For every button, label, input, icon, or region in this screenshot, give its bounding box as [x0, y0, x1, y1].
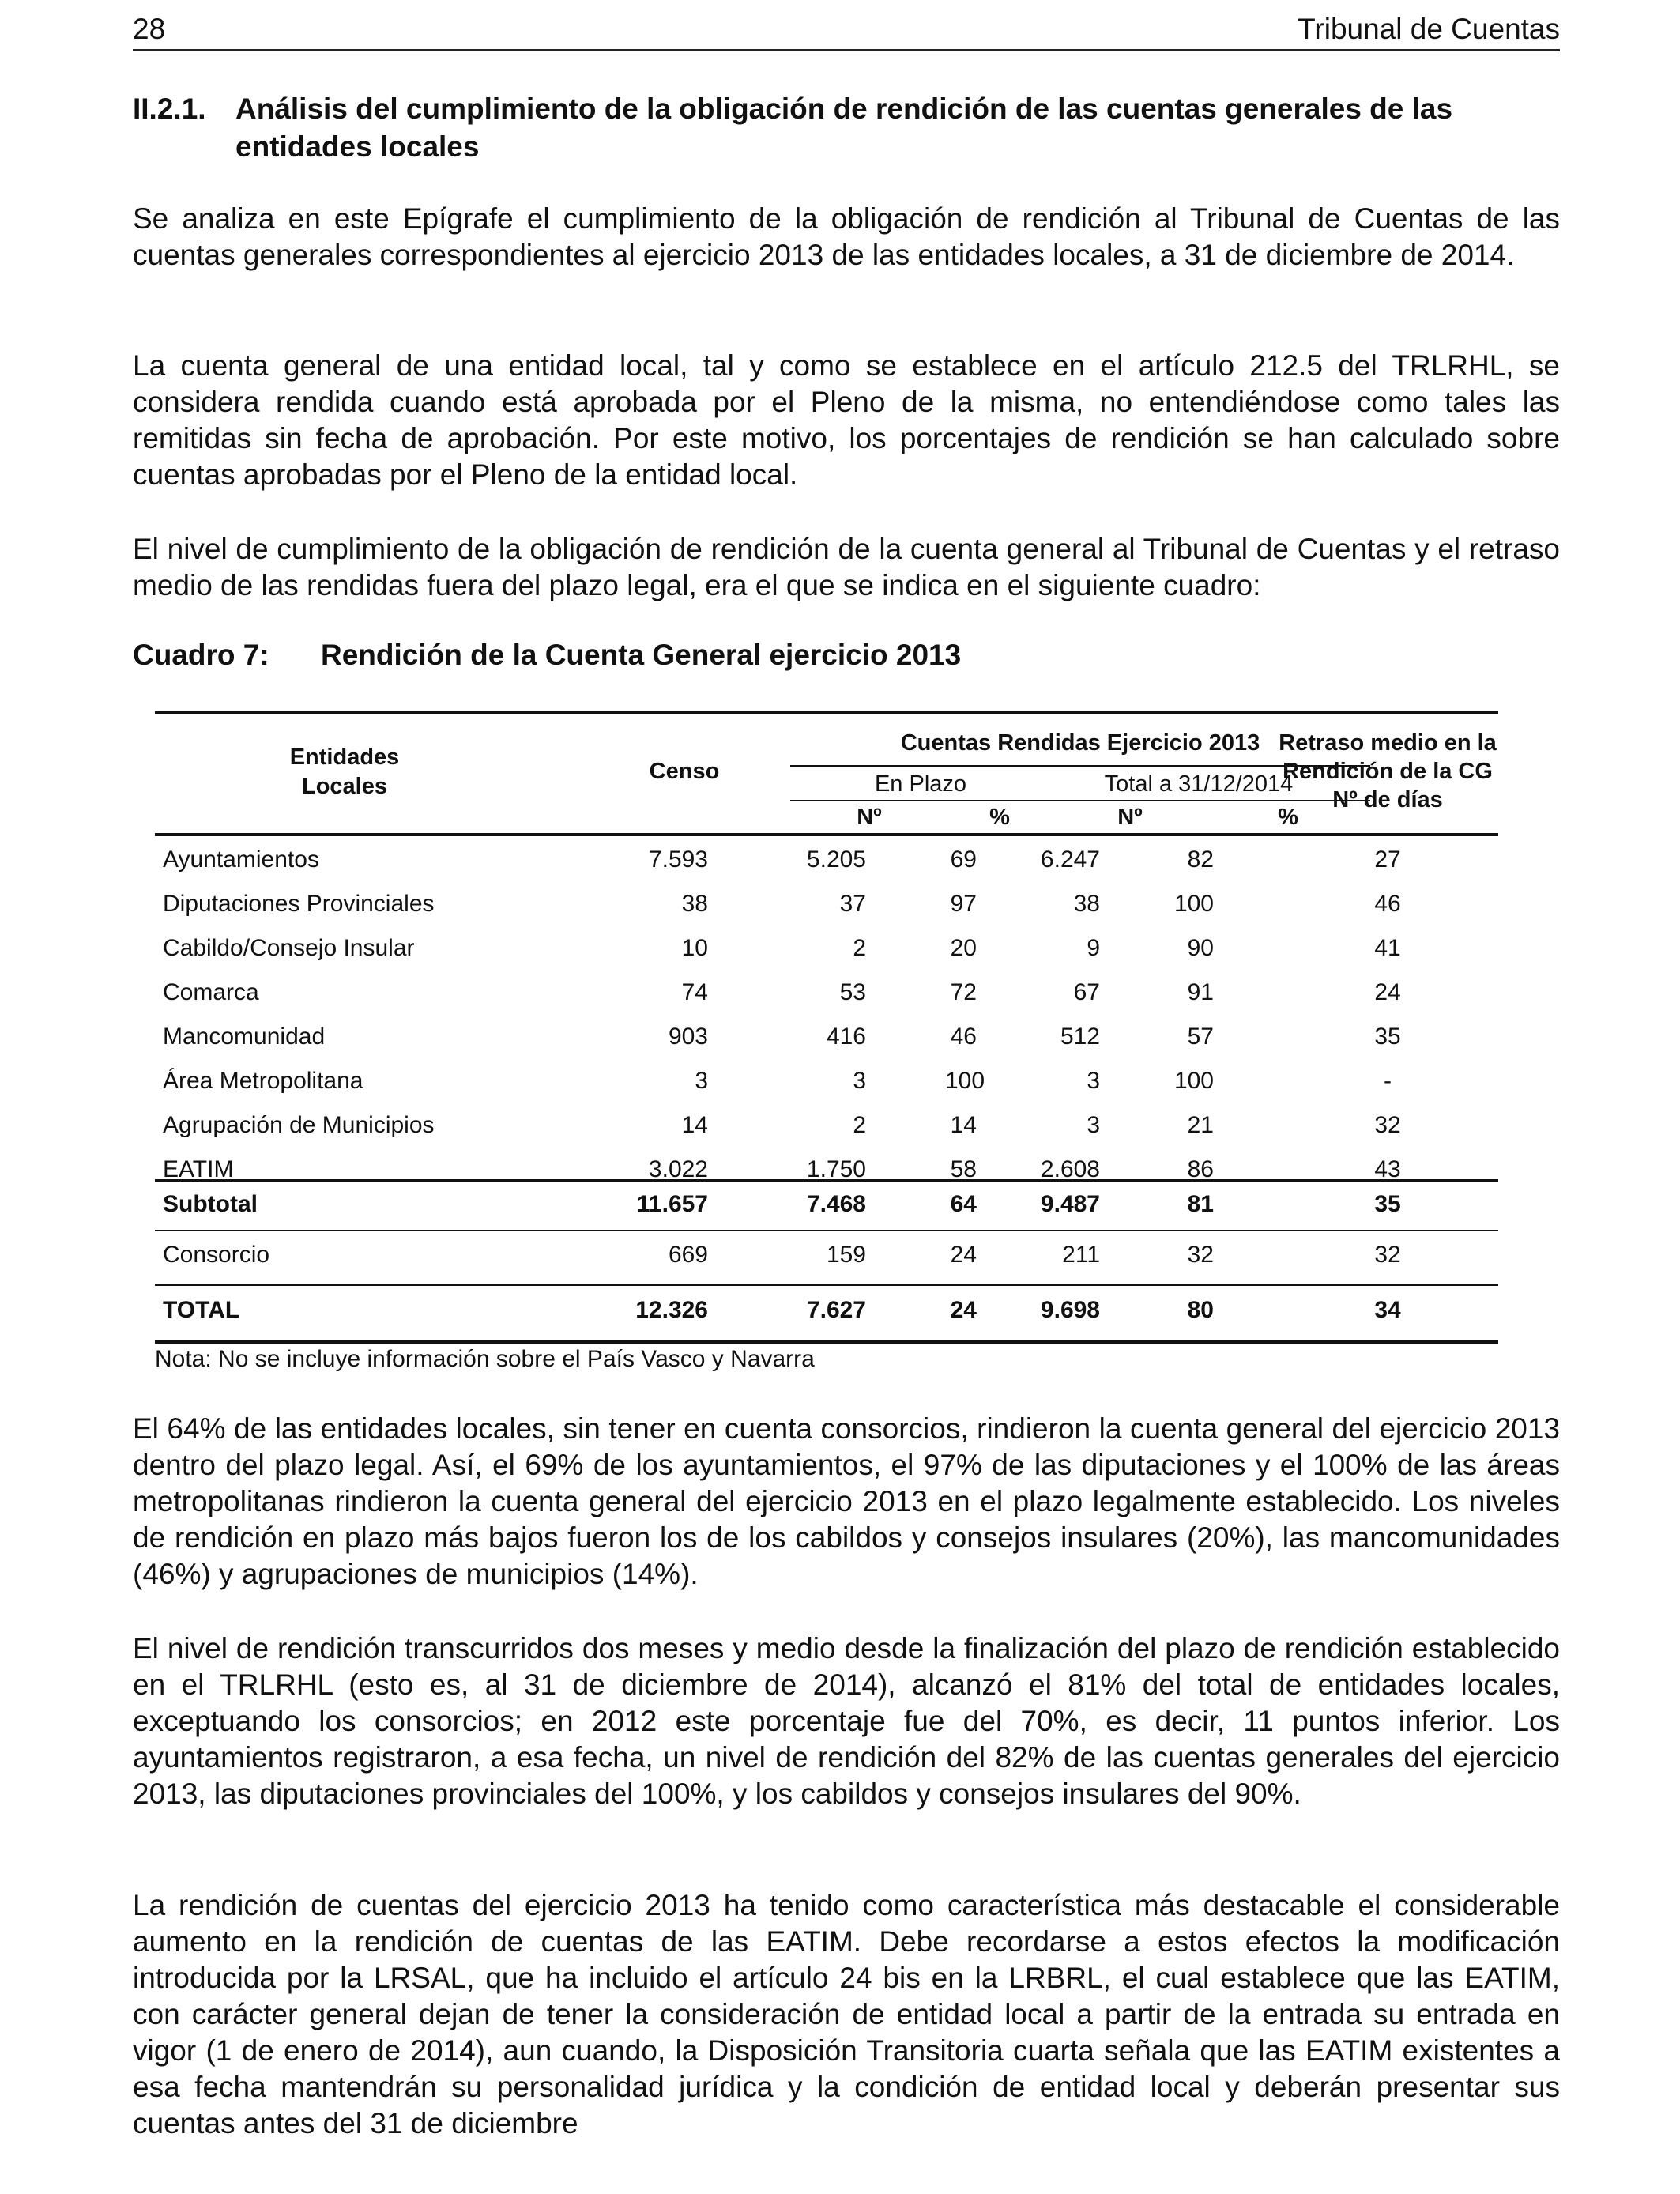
cell-name: Diputaciones Provinciales [163, 891, 435, 917]
cell-plazo-n: 7.468 [806, 1191, 866, 1217]
cell-censo: 12.326 [635, 1297, 708, 1323]
cell-plazo-n: 5.205 [806, 846, 866, 873]
header-retraso-1: Retraso medio en la [1279, 730, 1497, 756]
cell-name: Ayuntamientos [163, 846, 319, 873]
cell-total-p: 91 [1187, 979, 1214, 1005]
header-total-pct: % [1278, 805, 1298, 830]
cell-retraso: 41 [1374, 935, 1401, 961]
cell-censo: 14 [681, 1112, 708, 1138]
paragraph-4: El 64% de las entidades locales, sin tener en cuenta consorcios, rindieron la cuenta general del ejercicio 2013 dentro del plazo legal. Así, el 69% de los ayuntamientos, el 97% de las diputaciones y el 100% de las áreas metropolitanas rindieron la cuenta general del ejercicio 2013 en el plazo legalmente establecido. Los niveles de rendición en plazo más bajos fueron los de los cabildos y consejos insulares (20%), las mancomunidades (46%) y agrupaciones de municipios (14%). [133, 1412, 1560, 1590]
header-entidades-2: Locales [302, 774, 387, 799]
cell-total-p: 100 [1173, 1068, 1214, 1094]
cell-total-n: 9 [1087, 935, 1100, 961]
cell-retraso: 35 [1374, 1023, 1401, 1050]
paragraph-6: La rendición de cuentas del ejercicio 2013 ha tenido como característica más destacable el considerable aumento en la rendición de cuentas de las EATIM. Debe recordarse a estos efectos la modificación introducida por la LRSAL, que ha incluido el artículo 24 bis en la LRBRL, el cual establece que las EATIM, con carácter general dejan de tener la consideración de entidad local a partir de la entrada su entrada en vigor (1 de enero de 2014), aun cuando, la Disposición Transitoria cuarta señala que las EATIM existentes a esa fecha mantendrán su personalidad jurídica y la condición de entidad local y deberán presentar sus cuentas antes del 31 de diciembre [133, 1889, 1560, 2139]
subtotal-bottom-rule [155, 1230, 1498, 1231]
cell-censo: 669 [668, 1242, 708, 1268]
cell-plazo-p: 100 [945, 1068, 985, 1094]
cell-total-p: 82 [1187, 846, 1214, 873]
cell-plazo-n: 2 [853, 1112, 866, 1138]
cell-retraso: 35 [1374, 1191, 1401, 1217]
cell-total-n: 2.608 [1040, 1156, 1100, 1182]
cell-retraso: 27 [1374, 846, 1401, 873]
cell-name: TOTAL [163, 1297, 240, 1323]
cell-plazo-p: 24 [950, 1297, 977, 1323]
section-number: II.2.1. [133, 92, 206, 125]
header-bottom-rule [155, 833, 1498, 836]
cell-total-n: 9.487 [1040, 1191, 1100, 1217]
cell-retraso: 32 [1374, 1242, 1401, 1268]
cell-plazo-n: 3 [853, 1068, 866, 1094]
cell-name: EATIM [163, 1156, 234, 1182]
page-header [133, 9, 1560, 51]
header-total-fecha: Total a 31/12/2014 [1104, 771, 1294, 797]
cell-censo: 74 [681, 979, 708, 1005]
header-organization: Tribunal de Cuentas [1298, 13, 1560, 45]
paragraph-3: El nivel de cumplimiento de la obligación de rendición de la cuenta general al Tribunal de Cuentas y el retraso medio de las rendidas fuera del plazo legal, era el que se indica en el siguiente cuadro: [133, 533, 1560, 601]
cell-total-n: 67 [1073, 979, 1100, 1005]
cell-plazo-p: 46 [950, 1023, 977, 1050]
cell-plazo-n: 53 [839, 979, 866, 1005]
table-label: Cuadro 7: [133, 639, 269, 671]
table-top-rule [155, 711, 1498, 714]
cell-total-p: 86 [1187, 1156, 1214, 1182]
cell-plazo-n: 7.627 [806, 1297, 866, 1323]
cell-name: Área Metropolitana [163, 1068, 363, 1094]
cell-plazo-n: 37 [839, 891, 866, 917]
cell-plazo-p: 72 [950, 979, 977, 1005]
cell-total-p: 90 [1187, 935, 1214, 961]
cell-plazo-p: 97 [950, 891, 977, 917]
cell-plazo-p: 58 [950, 1156, 977, 1182]
cell-total-n: 3 [1087, 1068, 1100, 1094]
cell-total-p: 80 [1187, 1297, 1214, 1323]
header-censo: Censo [649, 759, 720, 784]
paragraph-1: Se analiza en este Epígrafe el cumplimiento de la obligación de rendición al Tribunal de Cuentas de las cuentas generales correspondientes al ejercicio 2013 de las entidades locales, a 31 de diciembre de 2014. [133, 202, 1560, 271]
cell-total-p: 81 [1187, 1191, 1214, 1217]
cell-total-n: 9.698 [1040, 1297, 1100, 1323]
cell-retraso: 46 [1374, 891, 1401, 917]
cell-retraso: 32 [1374, 1112, 1401, 1138]
cell-plazo-n: 1.750 [806, 1156, 866, 1182]
cell-retraso: 34 [1374, 1297, 1401, 1323]
cell-censo: 11.657 [636, 1191, 708, 1217]
cell-plazo-p: 20 [950, 935, 977, 961]
cell-total-n: 38 [1073, 891, 1100, 917]
paragraph-5: El nivel de rendición transcurridos dos meses y medio desde la finalización del plazo de rendición establecido en el TRLRHL (esto es, al 31 de diciembre de 2014), alcanzó el 81% del total de entidades locales, exceptuando los consorcios; en 2012 este porcentaje fue del 70%, es decir, 11 puntos inferior. Los ayuntamientos registraron, a esa fecha, un nivel de rendición del 82% de las cuentas generales del ejercicio 2013, las diputaciones provinciales del 100%, y los cabildos y consejos insulares del 90%. [133, 1632, 1560, 1810]
header-retraso-3: Nº de días [1332, 787, 1443, 812]
cell-name: Agrupación de Municipios [163, 1112, 435, 1138]
cell-retraso: - [1384, 1068, 1392, 1094]
cell-censo: 3 [695, 1068, 708, 1094]
cell-plazo-p: 64 [950, 1191, 977, 1217]
table-note: Nota: No se incluye información sobre el País Vasco y Navarra [155, 1346, 815, 1372]
total-top-rule [155, 1284, 1498, 1286]
cell-name: Mancomunidad [163, 1023, 326, 1050]
header-plazo-num: Nº [857, 805, 882, 830]
cell-name: Cabildo/Consejo Insular [163, 935, 415, 961]
cell-plazo-p: 24 [950, 1242, 977, 1268]
cell-name: Subtotal [163, 1191, 258, 1217]
cell-total-n: 512 [1060, 1023, 1100, 1050]
cell-retraso: 24 [1374, 979, 1401, 1005]
cell-name: Comarca [163, 979, 259, 1005]
cell-total-p: 21 [1187, 1112, 1214, 1138]
cell-total-n: 211 [1062, 1242, 1100, 1268]
header-entidades-1: Entidades [289, 745, 400, 770]
cell-plazo-n: 2 [853, 935, 866, 961]
cell-censo: 38 [681, 891, 708, 917]
paragraph-2: La cuenta general de una entidad local, tal y como se establece en el artículo 212.5 del TRLRHL, se considera rendida cuando está aprobada por el Pleno de la misma, no entendiéndose como tales las remitidas sin fecha de aprobación. Por este motivo, los porcentajes de rendición se han calculado sobre cuentas aprobadas por el Pleno de la entidad local. [133, 349, 1560, 491]
cell-plazo-p: 69 [950, 846, 977, 873]
cell-censo: 10 [681, 935, 708, 961]
header-total-num: Nº [1117, 805, 1143, 830]
cell-total-n: 3 [1087, 1112, 1100, 1138]
table-title: Rendición de la Cuenta General ejercicio 2013 [321, 639, 962, 671]
cell-plazo-n: 159 [826, 1242, 866, 1268]
cell-total-p: 100 [1173, 891, 1214, 917]
header-retraso-2: Rendición de la CG [1283, 759, 1493, 784]
cell-name: Consorcio [163, 1242, 270, 1268]
cell-total-p: 57 [1187, 1023, 1214, 1050]
cell-total-n: 6.247 [1040, 846, 1100, 873]
rendicion-table [155, 711, 1498, 1344]
cell-total-p: 32 [1187, 1242, 1214, 1268]
cell-plazo-p: 14 [950, 1112, 977, 1138]
section-title: Análisis del cumplimiento de la obligación de rendición de las cuentas generales de las entidades locales [235, 92, 1453, 163]
header-plazo-pct: % [989, 805, 1010, 830]
header-en-plazo: En Plazo [874, 771, 967, 797]
cell-censo: 903 [668, 1023, 708, 1050]
cell-censo: 3.022 [648, 1156, 708, 1182]
page-number: 28 [133, 13, 166, 45]
section-heading [133, 90, 1560, 166]
cell-retraso: 43 [1374, 1156, 1401, 1182]
cell-censo: 7.593 [648, 846, 708, 873]
header-cuentas-rendidas: Cuentas Rendidas Ejercicio 2013 [900, 730, 1260, 756]
cell-plazo-n: 416 [826, 1023, 866, 1050]
